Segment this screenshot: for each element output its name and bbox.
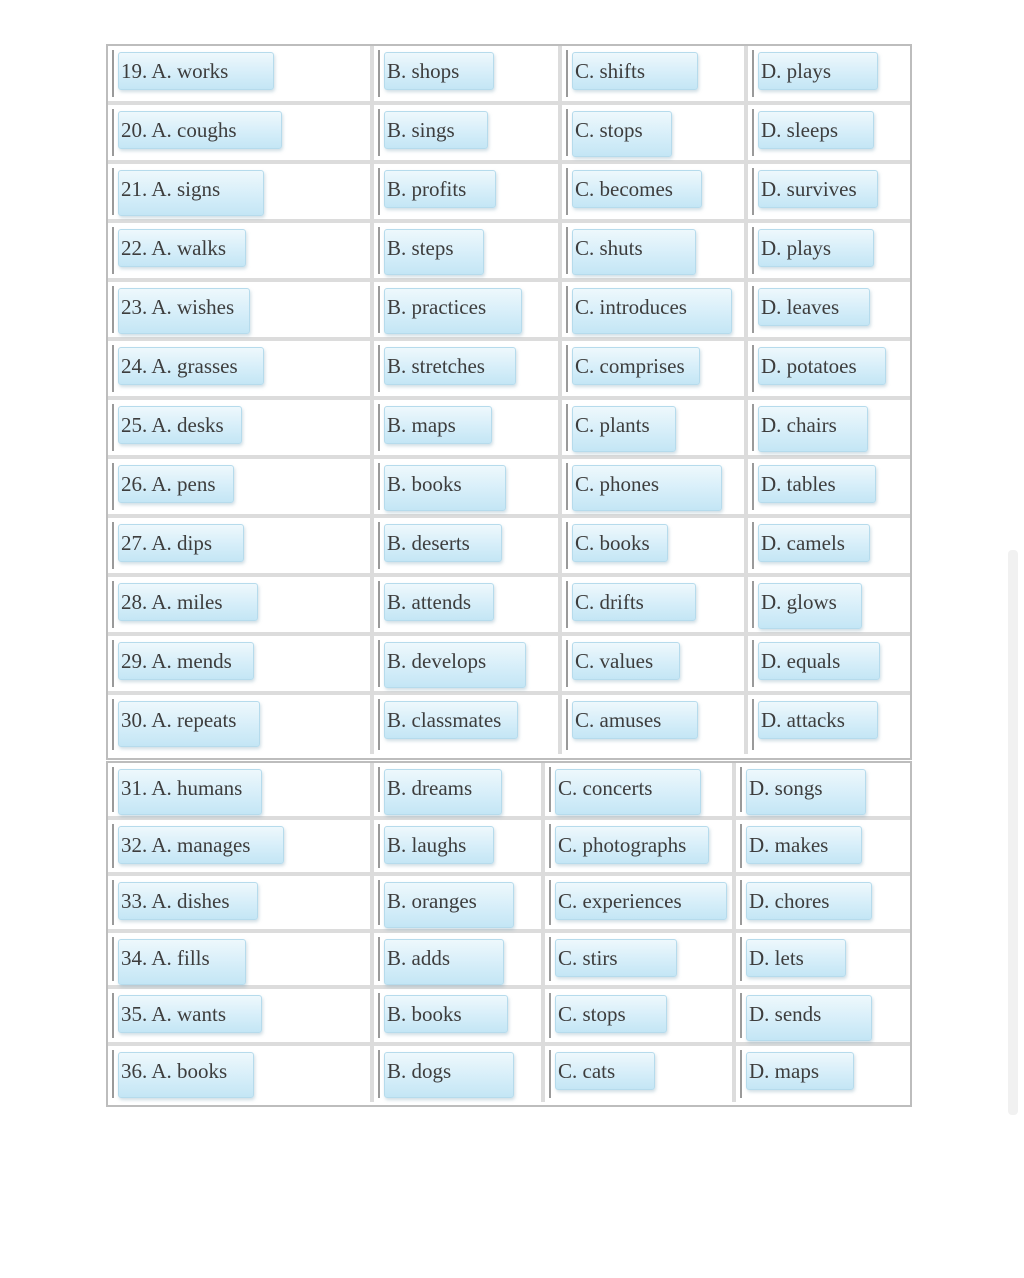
cell-d: [736, 1046, 910, 1103]
question-row-31: [108, 763, 910, 820]
cell-a: [108, 876, 374, 929]
question-row-29: [108, 636, 910, 695]
cell-c: [562, 695, 748, 754]
option-a[interactable]: 29. A. mends: [118, 642, 254, 680]
option-a[interactable]: 19. A. works: [118, 52, 274, 90]
cell-b: [374, 341, 562, 396]
option-d[interactable]: D. sleeps: [758, 111, 874, 149]
questions-table-31-36: [106, 761, 912, 1107]
option-d[interactable]: D. lets: [746, 939, 846, 977]
option-b[interactable]: B. dreams: [384, 769, 502, 815]
option-c[interactable]: C. shuts: [572, 229, 696, 275]
option-d[interactable]: D. makes: [746, 826, 862, 864]
option-a[interactable]: 32. A. manages: [118, 826, 284, 864]
cell-b: [374, 933, 545, 986]
option-a[interactable]: 31. A. humans: [118, 769, 262, 815]
option-b[interactable]: B. shops: [384, 52, 494, 90]
cell-a: [108, 518, 374, 573]
cell-a: [108, 636, 374, 691]
cell-a: [108, 282, 374, 337]
cell-c: [562, 164, 748, 219]
option-c[interactable]: C. amuses: [572, 701, 698, 739]
option-b[interactable]: B. deserts: [384, 524, 502, 562]
option-d[interactable]: D. sends: [746, 995, 872, 1041]
option-a[interactable]: 23. A. wishes: [118, 288, 250, 334]
option-a[interactable]: 34. A. fills: [118, 939, 246, 985]
cell-d: [748, 518, 910, 573]
option-c[interactable]: C. stops: [555, 995, 667, 1033]
cell-d: [748, 105, 910, 160]
cell-d: [736, 989, 910, 1042]
cell-d: [748, 223, 910, 278]
question-row-36: [108, 1046, 910, 1103]
cell-d: [736, 876, 910, 929]
option-c[interactable]: C. photographs: [555, 826, 709, 864]
option-c[interactable]: C. books: [572, 524, 668, 562]
question-row-24: [108, 341, 910, 400]
cell-b: [374, 164, 562, 219]
option-d[interactable]: D. plays: [758, 52, 878, 90]
option-b[interactable]: B. books: [384, 995, 508, 1033]
cell-b: [374, 400, 562, 455]
option-c[interactable]: C. shifts: [572, 52, 698, 90]
option-a[interactable]: 33. A. dishes: [118, 882, 258, 920]
option-d[interactable]: D. leaves: [758, 288, 870, 326]
option-b[interactable]: B. practices: [384, 288, 522, 334]
question-row-30: [108, 695, 910, 754]
cell-c: [562, 518, 748, 573]
cell-b: [374, 820, 545, 873]
cell-c: [545, 989, 736, 1042]
cell-c: [562, 577, 748, 632]
option-b[interactable]: B. maps: [384, 406, 492, 444]
option-d[interactable]: D. plays: [758, 229, 874, 267]
question-row-20: [108, 105, 910, 164]
option-a[interactable]: 22. A. walks: [118, 229, 246, 267]
cell-d: [748, 282, 910, 337]
cell-c: [545, 1046, 736, 1103]
cell-b: [374, 876, 545, 929]
option-d[interactable]: D. chores: [746, 882, 872, 920]
cell-a: [108, 341, 374, 396]
question-row-23: [108, 282, 910, 341]
option-c[interactable]: C. phones: [572, 465, 722, 511]
cell-a: [108, 164, 374, 219]
option-d[interactable]: D. potatoes: [758, 347, 886, 385]
option-d[interactable]: D. survives: [758, 170, 878, 208]
cell-b: [374, 223, 562, 278]
option-d[interactable]: D. tables: [758, 465, 876, 503]
option-d[interactable]: D. songs: [746, 769, 866, 815]
option-a[interactable]: 26. A. pens: [118, 465, 234, 503]
option-c[interactable]: C. becomes: [572, 170, 702, 208]
cell-c: [562, 105, 748, 160]
cell-b: [374, 763, 545, 816]
option-a[interactable]: 27. A. dips: [118, 524, 244, 562]
cell-d: [748, 400, 910, 455]
option-d[interactable]: D. maps: [746, 1052, 854, 1090]
option-a[interactable]: 21. A. signs: [118, 170, 264, 216]
question-row-33: [108, 876, 910, 933]
option-b[interactable]: B. sings: [384, 111, 488, 149]
cell-b: [374, 577, 562, 632]
option-d[interactable]: D. equals: [758, 642, 880, 680]
cell-c: [562, 459, 748, 514]
cell-a: [108, 46, 374, 101]
cell-b: [374, 989, 545, 1042]
question-row-19: [108, 46, 910, 105]
cell-c: [562, 223, 748, 278]
option-d[interactable]: D. camels: [758, 524, 870, 562]
cell-d: [748, 577, 910, 632]
option-c[interactable]: C. plants: [572, 406, 676, 452]
cell-a: [108, 1046, 374, 1103]
cell-d: [748, 341, 910, 396]
option-c[interactable]: C. stirs: [555, 939, 677, 977]
option-a[interactable]: 28. A. miles: [118, 583, 258, 621]
cell-b: [374, 518, 562, 573]
option-c[interactable]: C. introduces: [572, 288, 732, 334]
cell-c: [562, 636, 748, 691]
option-d[interactable]: D. attacks: [758, 701, 878, 739]
cell-d: [748, 636, 910, 691]
page-scrollbar[interactable]: [1008, 550, 1018, 1115]
cell-b: [374, 282, 562, 337]
cell-a: [108, 577, 374, 632]
cell-c: [545, 876, 736, 929]
question-row-34: [108, 933, 910, 990]
option-b[interactable]: B. dogs: [384, 1052, 514, 1098]
question-row-26: [108, 459, 910, 518]
cell-c: [562, 341, 748, 396]
option-b[interactable]: B. stretches: [384, 347, 516, 385]
cell-a: [108, 223, 374, 278]
question-row-25: [108, 400, 910, 459]
cell-c: [562, 400, 748, 455]
option-a[interactable]: 20. A. coughs: [118, 111, 282, 149]
option-b[interactable]: B. develops: [384, 642, 526, 688]
cell-d: [748, 695, 910, 754]
cell-a: [108, 695, 374, 754]
option-b[interactable]: B. adds: [384, 939, 504, 985]
cell-b: [374, 1046, 545, 1103]
option-c[interactable]: C. comprises: [572, 347, 700, 385]
cell-d: [736, 933, 910, 986]
cell-a: [108, 763, 374, 816]
option-a[interactable]: 36. A. books: [118, 1052, 254, 1098]
option-b[interactable]: B. laughs: [384, 826, 494, 864]
option-c[interactable]: C. concerts: [555, 769, 701, 815]
cell-c: [545, 763, 736, 816]
cell-c: [545, 820, 736, 873]
cell-a: [108, 989, 374, 1042]
cell-d: [748, 46, 910, 101]
option-c[interactable]: C. experiences: [555, 882, 727, 920]
option-a[interactable]: 24. A. grasses: [118, 347, 264, 385]
cell-b: [374, 636, 562, 691]
option-b[interactable]: B. books: [384, 465, 506, 511]
option-d[interactable]: D. glows: [758, 583, 862, 629]
cell-d: [748, 459, 910, 514]
cell-d: [748, 164, 910, 219]
option-c[interactable]: C. values: [572, 642, 680, 680]
option-c[interactable]: C. stops: [572, 111, 672, 157]
option-b[interactable]: B. steps: [384, 229, 484, 275]
option-d[interactable]: D. chairs: [758, 406, 868, 452]
cell-d: [736, 820, 910, 873]
cell-a: [108, 400, 374, 455]
question-row-22: [108, 223, 910, 282]
question-row-35: [108, 989, 910, 1046]
option-c[interactable]: C. cats: [555, 1052, 655, 1090]
option-c[interactable]: C. drifts: [572, 583, 696, 621]
option-b[interactable]: B. profits: [384, 170, 496, 208]
question-row-27: [108, 518, 910, 577]
cell-a: [108, 459, 374, 514]
option-b[interactable]: B. oranges: [384, 882, 514, 928]
cell-a: [108, 933, 374, 986]
cell-b: [374, 695, 562, 754]
question-row-21: [108, 164, 910, 223]
cell-d: [736, 763, 910, 816]
option-a[interactable]: 25. A. desks: [118, 406, 242, 444]
option-b[interactable]: B. classmates: [384, 701, 518, 739]
option-b[interactable]: B. attends: [384, 583, 494, 621]
option-a[interactable]: 35. A. wants: [118, 995, 262, 1033]
cell-c: [562, 282, 748, 337]
cell-a: [108, 105, 374, 160]
cell-c: [562, 46, 748, 101]
cell-c: [545, 933, 736, 986]
cell-b: [374, 459, 562, 514]
questions-table-19-30: [106, 44, 912, 760]
option-a[interactable]: 30. A. repeats: [118, 701, 260, 747]
cell-b: [374, 46, 562, 101]
cell-a: [108, 820, 374, 873]
question-row-32: [108, 820, 910, 877]
cell-b: [374, 105, 562, 160]
question-row-28: [108, 577, 910, 636]
